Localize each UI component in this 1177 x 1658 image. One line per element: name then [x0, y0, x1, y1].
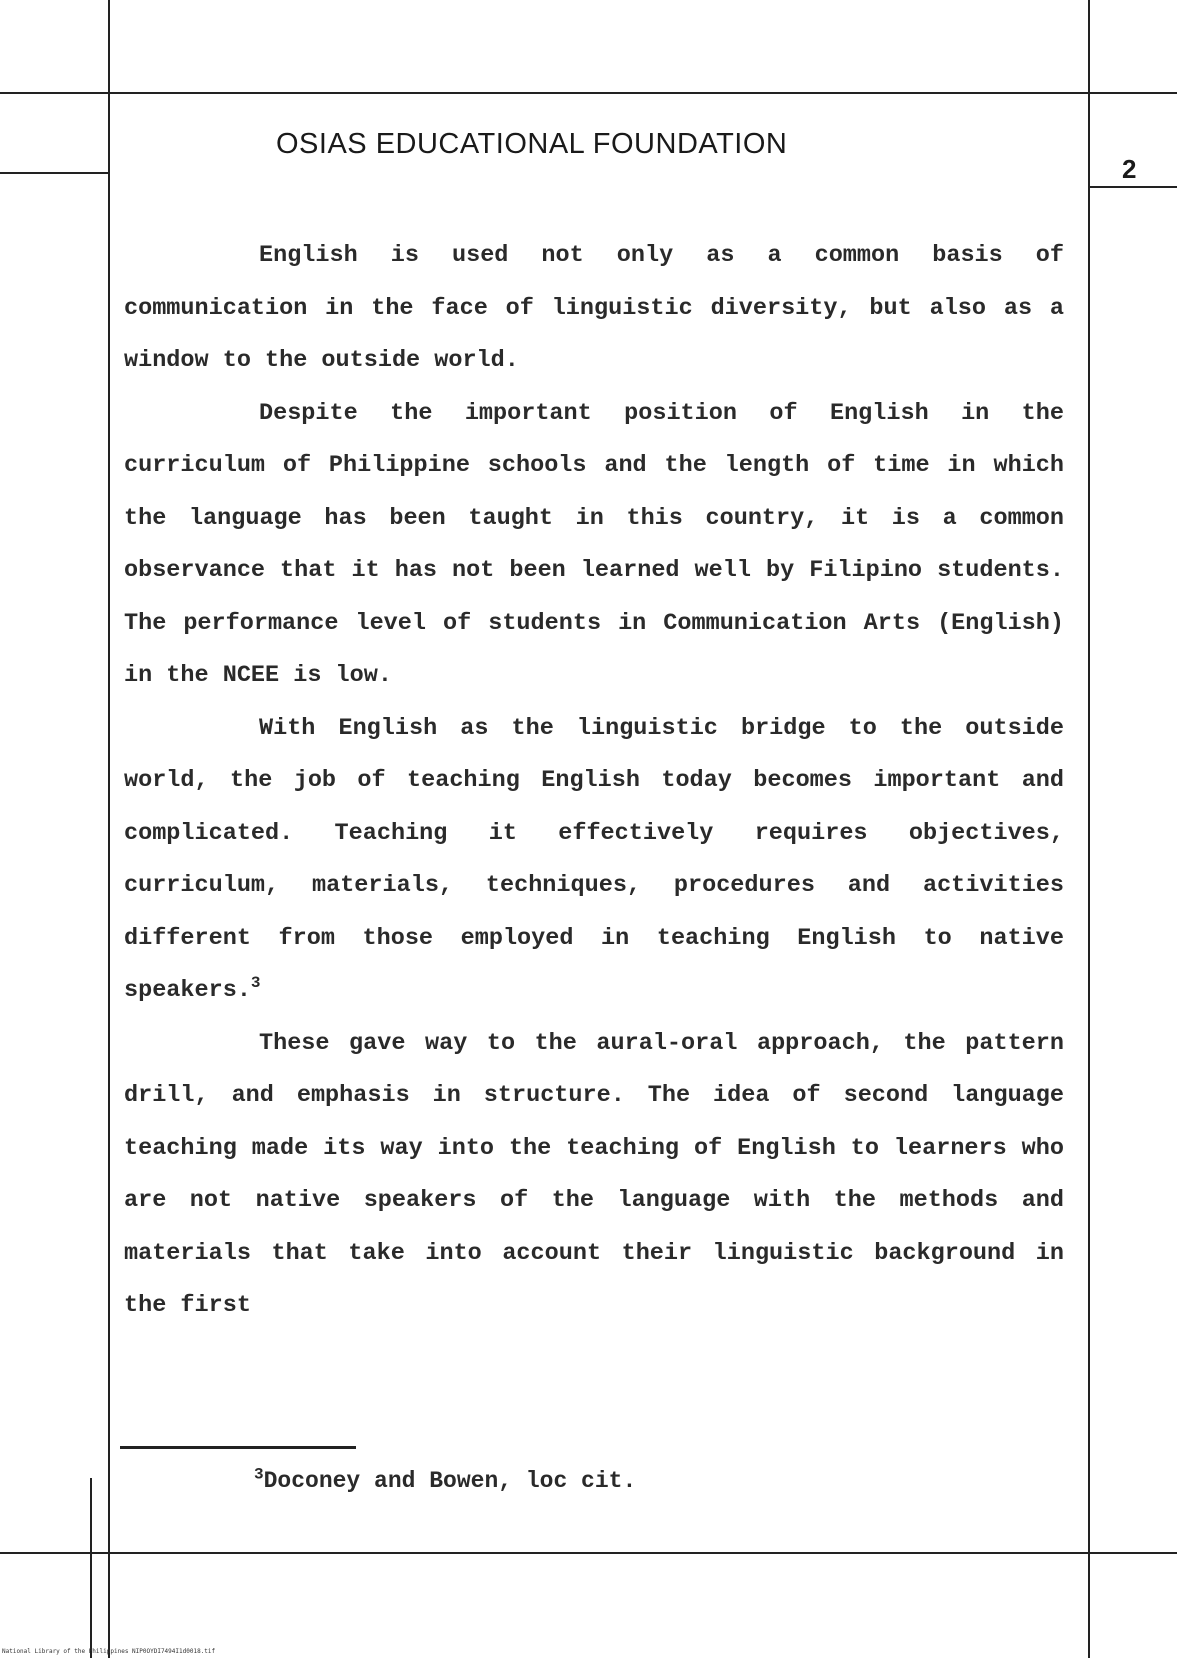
archive-stamp: National Library of the Philippines NIP0OYDI7494I1d0018.tif — [2, 1648, 216, 1655]
footnote-text: Doconey and Bowen, loc cit. — [263, 1468, 637, 1494]
paragraph-1: English is used not only as a common basis of communication in the face of linguistic diversity, but also as a window to the outside world. — [124, 242, 1064, 374]
inner-left-margin-rule — [90, 1478, 92, 1658]
footnote-reference: 3 — [250, 974, 261, 993]
paragraph-3-text: With English as the linguistic bridge to the outside world, the job of teaching English today becomes important and complicated. Teaching it effectively requires objectives, curriculum, materials, techniques, procedures and activities different from those employed in teaching English to native speakers. — [124, 714, 1064, 1004]
right-margin-rule — [1088, 0, 1090, 1658]
page-header-title: OSIAS EDUCATIONAL FOUNDATION — [276, 128, 788, 160]
page-number: 2 — [1122, 154, 1137, 184]
left-margin-rule — [108, 0, 110, 1658]
footnote — [254, 1465, 637, 1494]
footnote-separator — [120, 1446, 356, 1449]
bottom-rule — [0, 1552, 1177, 1554]
body-text — [124, 230, 1064, 1333]
paragraph-2: Despite the important position of English in the curriculum of Philippine schools and the length of time in which the language has been taught in this country, it is a common observance that it has not been learned well by Filipino students. The performance level of students in Communication Arts (English) in the NCEE is low. — [124, 399, 1064, 689]
header-underline-left — [0, 172, 108, 174]
paragraph-4: These gave way to the aural-oral approach, the pattern drill, and emphasis in structure. The idea of second language teaching made its way into the teaching of English to learners who are not native speakers of the language with the methods and materials that take into account their linguistic background in the first — [124, 1029, 1064, 1319]
paragraph-3 — [124, 703, 1064, 1018]
header-underline-right — [1088, 186, 1177, 188]
top-header-rule — [0, 92, 1177, 94]
footnote-marker: 3 — [254, 1465, 264, 1484]
